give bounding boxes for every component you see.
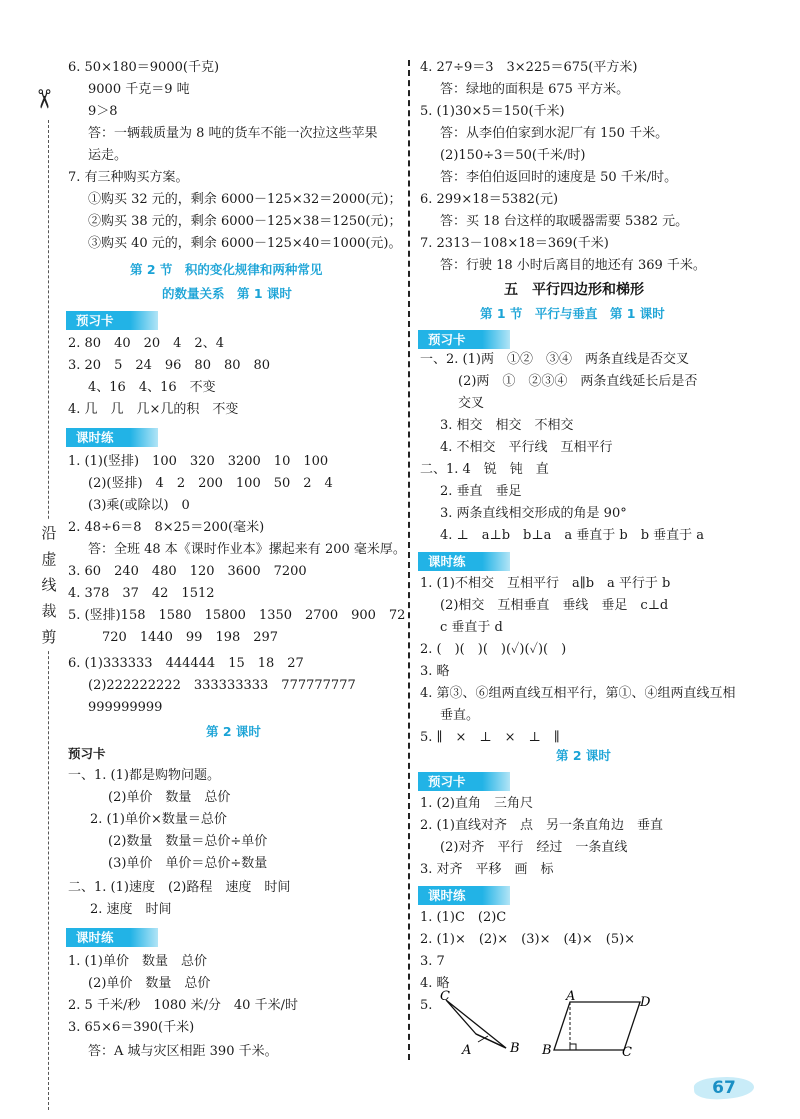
answer-line: 2. 速度 时间 — [90, 902, 172, 917]
cut-label-char: 剪 — [36, 624, 62, 650]
answer-line: 2. (1)直线对齐 点 另一条直角边 垂直 — [420, 818, 663, 833]
label-point-b: B — [542, 1043, 552, 1058]
answer-line: 答：一辆载质量为 8 吨的货车不能一次拉这些苹果 — [88, 126, 378, 141]
answer-line: 5. ∥ × ⊥ × ⊥ ∥ — [420, 730, 560, 745]
answer-line: (2)数量 数量＝总价÷单价 — [108, 834, 268, 849]
practice-tag: 课时练 — [418, 886, 510, 905]
answer-line: 2. 80 40 20 4 2、4 — [68, 336, 224, 351]
answer-line: 答：全班 48 本《课时作业本》摞起来有 200 毫米厚。 — [88, 542, 406, 557]
practice-tag: 课时练 — [66, 428, 158, 447]
section-heading: 第 2 课时 — [556, 748, 611, 763]
answer-line: 7. 2313－108×18＝369(千米) — [420, 236, 609, 251]
answer-line: 3. 对齐 平移 画 标 — [420, 862, 554, 877]
answer-line: 5. (1)30×5＝150(千米) — [420, 104, 565, 119]
answer-line: 4. 第③、⑥组两直线互相平行，第①、④组两直线互相 — [420, 686, 736, 701]
answer-line: 4. 27÷9＝3 3×225＝675(平方米) — [420, 60, 638, 75]
answer-line: 答：李伯伯返回时的速度是 50 千米/时。 — [440, 170, 678, 185]
section-heading: 第 1 节 平行与垂直 第 1 课时 — [480, 306, 665, 321]
answer-line: 3. 相交 相交 不相交 — [440, 418, 574, 433]
section-heading: 第 2 课时 — [206, 724, 261, 739]
answer-line: 3. 65×6＝390(千米) — [68, 1020, 195, 1035]
answer-line: ①购买 32 元的，剩余 6000－125×32＝2000(元)； — [88, 192, 402, 207]
label-point-a: A — [462, 1043, 472, 1058]
answer-line: 5. (竖排)158 1580 15800 1350 2700 900 72 — [68, 608, 406, 623]
answer-line: 3. 60 240 480 120 3600 7200 — [68, 564, 307, 579]
answer-line: 9＞8 — [88, 104, 118, 119]
answer-line: 6. 299×18＝5382(元) — [420, 192, 559, 207]
answer-line: 2. 48÷6＝8 8×25＝200(毫米) — [68, 520, 265, 535]
answer-line: 交叉 — [458, 396, 485, 411]
answer-line: 1. (1)C (2)C — [420, 910, 507, 925]
answer-line: 4. 378 37 42 1512 — [68, 586, 215, 601]
answer-line: 4、16 4、16 不变 — [88, 380, 216, 395]
geometry-figure — [428, 988, 688, 1058]
label-point-c: C — [622, 1045, 632, 1058]
answer-line: (2)相交 互相垂直 垂线 垂足 c⊥d — [440, 598, 669, 613]
answer-line: (2)两 ① ②③④ 两条直线延长后是否 — [458, 374, 698, 389]
answer-line: 2. 垂直 垂足 — [440, 484, 522, 499]
answer-line: (2)222222222 333333333 777777777 — [88, 678, 356, 693]
answer-line: 3. 略 — [420, 664, 450, 679]
preview-card-tag: 预习卡 — [418, 772, 510, 791]
unit-title: 五 平行四边形和梯形 — [504, 282, 644, 298]
label-point-c: C — [440, 989, 450, 1004]
answer-line: 6. 50×180＝9000(千克) — [68, 60, 220, 75]
answer-line: 2. (1)× (2)× (3)× (4)× (5)× — [420, 932, 636, 947]
answer-line: (3)乘(或除以) 0 — [88, 498, 190, 513]
page-number: 67 — [700, 1075, 748, 1101]
answer-line: 5. — [420, 998, 433, 1013]
cut-label-char: 裁 — [36, 598, 62, 624]
answer-line: 垂直。 — [440, 708, 480, 723]
label-point-d: D — [640, 995, 651, 1010]
practice-tag: 课时练 — [66, 928, 158, 947]
answer-line: 答：从李伯伯家到水泥厂有 150 千米。 — [440, 126, 669, 141]
answer-line: 二、1. 4 锐 钝 直 — [420, 462, 549, 477]
answer-line: 999999999 — [88, 700, 163, 715]
preview-card-tag: 预习卡 — [418, 330, 510, 349]
answer-line: 1. (1)(竖排) 100 320 3200 10 100 — [68, 454, 329, 469]
label-point-b: B — [510, 1041, 520, 1056]
section-heading: 第 2 节 积的变化规律和两种常见 — [130, 262, 323, 277]
answer-line: 答：买 18 台这样的取暖器需要 5382 元。 — [440, 214, 689, 229]
answer-line: 1. (1)单价 数量 总价 — [68, 954, 207, 969]
section-heading: 的数量关系 第 1 课时 — [162, 286, 292, 301]
answer-line: (2)单价 数量 总价 — [88, 976, 211, 991]
answer-line: 2. (1)单价×数量＝总价 — [90, 812, 227, 827]
cut-label-char: 线 — [36, 572, 62, 598]
parallelogram-shape — [554, 1002, 640, 1050]
answer-line: 4. 不相交 平行线 互相平行 — [440, 440, 613, 455]
answer-line: 运走。 — [88, 148, 128, 163]
column-divider — [408, 60, 410, 1060]
answer-line: 4. 几 几 几×几的积 不变 — [68, 402, 239, 417]
answer-line: ③购买 40 元的，剩余 6000－125×40＝1000(元)。 — [88, 236, 402, 251]
answer-line: 答：绿地的面积是 675 平方米。 — [440, 82, 630, 97]
answer-line: 4. 略 — [420, 976, 450, 991]
answer-line: (2)单价 数量 总价 — [108, 790, 231, 805]
label-point-a: A — [566, 989, 576, 1004]
answer-line: 9000 千克＝9 吨 — [88, 82, 190, 97]
triangle-shape — [446, 1000, 506, 1048]
answer-line: 720 1440 99 198 297 — [102, 630, 279, 645]
answer-line: (2)对齐 平行 经过 一条直线 — [440, 840, 628, 855]
answer-line: (2)150÷3＝50(千米/时) — [440, 148, 586, 163]
right-angle-mark — [570, 1044, 576, 1050]
answer-line: 3. 7 — [420, 954, 445, 969]
preview-card-tag: 预习卡 — [66, 311, 158, 330]
answer-line: ②购买 38 元的，剩余 6000－125×38＝1250(元)； — [88, 214, 402, 229]
answer-line: 二、1. (1)速度 (2)路程 速度 时间 — [68, 880, 291, 895]
answer-line: (3)单价 单价＝总价÷数量 — [108, 856, 268, 871]
practice-tag: 课时练 — [418, 552, 510, 571]
answer-line: 2. 5 千米/秒 1080 米/分 40 千米/时 — [68, 998, 298, 1013]
preview-card-heading: 预习卡 — [68, 746, 106, 761]
answer-line: c 垂直于 d — [440, 620, 503, 635]
answer-line: 答：A 城与灾区相距 390 千米。 — [88, 1044, 278, 1059]
answer-line: 4. ⊥ a⊥b b⊥a a 垂直于 b b 垂直于 a — [440, 528, 705, 543]
answer-line: 3. 两条直线相交形成的角是 90° — [440, 506, 627, 521]
answer-line: 6. (1)333333 444444 15 18 27 — [68, 656, 304, 671]
answer-line: 2. ( )( )( )(✓)(✓)( ) — [420, 642, 567, 657]
answer-line: 1. (2)直角 三角尺 — [420, 796, 533, 811]
answer-line: (2)(竖排) 4 2 200 100 50 2 4 — [88, 476, 333, 491]
answer-line: 一、2. (1)两 ①② ③④ 两条直线是否交叉 — [420, 352, 689, 367]
answer-line: 1. (1)不相交 互相平行 a∥b a 平行于 b — [420, 576, 671, 591]
cut-label-char: 沿 — [36, 520, 62, 546]
answer-line: 答：行驶 18 小时后离目的地还有 369 千米。 — [440, 258, 706, 273]
cut-label-char: 虚 — [36, 546, 62, 572]
scissors-icon: ✂ — [27, 88, 58, 110]
answer-line: 一、1. (1)都是购物问题。 — [68, 768, 220, 783]
answer-line: 7. 有三种购买方案。 — [68, 170, 189, 185]
answer-line: 3. 20 5 24 96 80 80 80 — [68, 358, 271, 373]
